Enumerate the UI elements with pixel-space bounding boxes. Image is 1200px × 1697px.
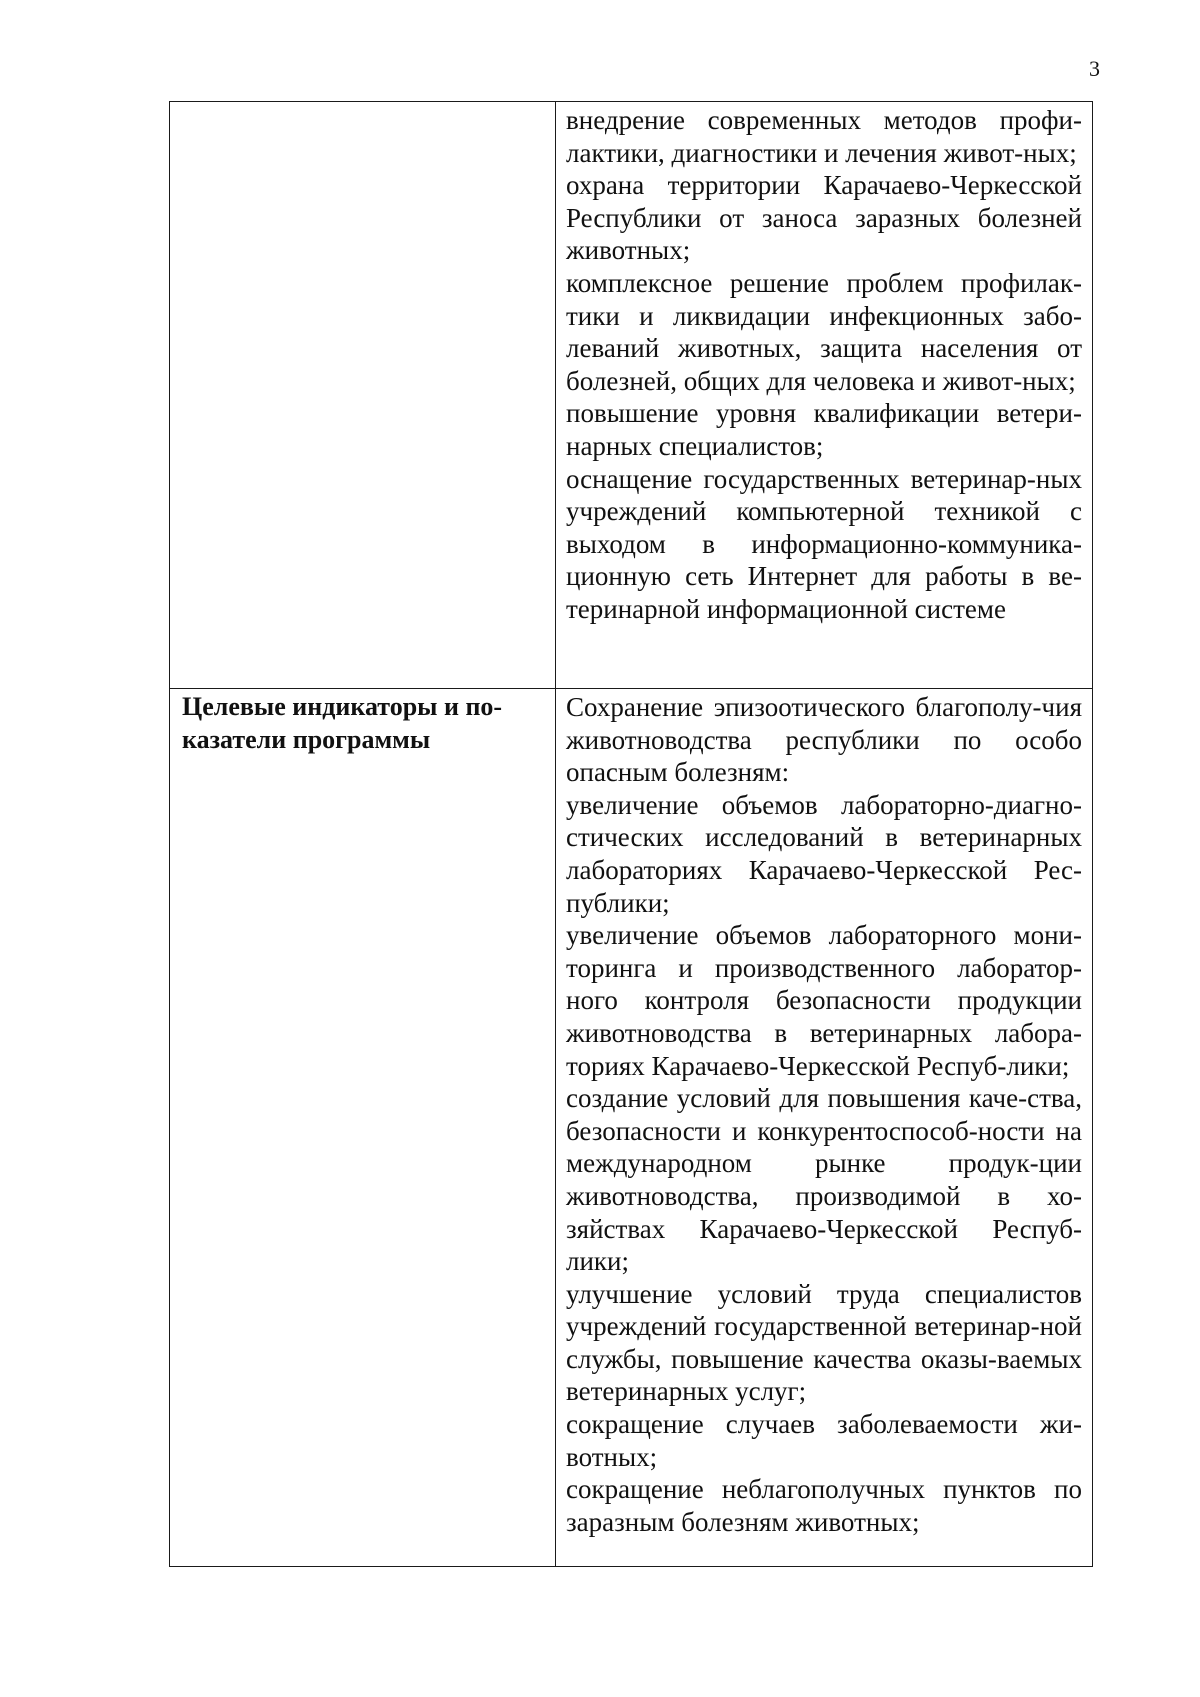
paragraph: комплексное решение проблем профилак-тики и ликвидации инфекционных забо-леваний животных, защита населения от болезней, общих для человека и живот-ных; <box>566 267 1082 396</box>
paragraph: создание условий для повышения каче-ства, безопасности и конкурентоспособ-ности на международном рынке продук-ции животноводства, производимой в хо-зяйствах Карачаево-Черкесской Респуб-лики; <box>566 1083 1082 1277</box>
paragraph: внедрение современных методов профи-лактики, диагностики и лечения живот-ных; <box>566 105 1082 168</box>
table-cell-content <box>556 102 1093 689</box>
table-cell-label <box>170 102 556 689</box>
program-passport-table <box>169 101 1093 1567</box>
paragraph: повышение уровня квалификации ветери-нарных специалистов; <box>566 398 1082 461</box>
table-row <box>170 689 1093 1567</box>
row-label <box>170 102 555 107</box>
row-label: Целевые индикаторы и по-казатели программы <box>182 692 503 754</box>
table-cell-content <box>556 689 1093 1567</box>
paragraph: сокращение случаев заболеваемости жи-вотных; <box>566 1409 1082 1472</box>
paragraph: Сохранение эпизоотического благополу-чия животноводства республики по особо опасным болезням: <box>566 692 1082 788</box>
cell-content <box>556 689 1092 1566</box>
paragraph: улучшение условий труда специалистов учреждений государственной ветеринар-ной службы, повышение качества оказы-ваемых ветеринарных услуг; <box>566 1278 1082 1407</box>
paragraph: увеличение объемов лабораторного мони-торинга и производственного лаборатор-ного контроля безопасности продукции животноводства в ветеринарных лабора-ториях Карачаево-Черкесской Респуб-лики; <box>566 920 1082 1081</box>
table-row <box>170 102 1093 689</box>
paragraph: оснащение государственных ветеринар-ных учреждений компьютерной техникой с выходом в информационно-коммуника-ционную сеть Интернет для работы в ве-теринарной информационной системе <box>566 463 1082 624</box>
paragraph: сокращение неблагополучных пунктов по заразным болезням животных; <box>566 1474 1082 1537</box>
page-number: 3 <box>1089 56 1100 81</box>
cell-content <box>556 102 1092 688</box>
paragraph: увеличение объемов лабораторно-диагно-стических исследований в ветеринарных лабораториях Карачаево-Черкесской Рес-публики; <box>566 789 1082 918</box>
table-cell-label <box>170 689 556 1567</box>
paragraph: охрана территории Карачаево-Черкесской Республики от заноса заразных болезней животных; <box>566 170 1082 266</box>
